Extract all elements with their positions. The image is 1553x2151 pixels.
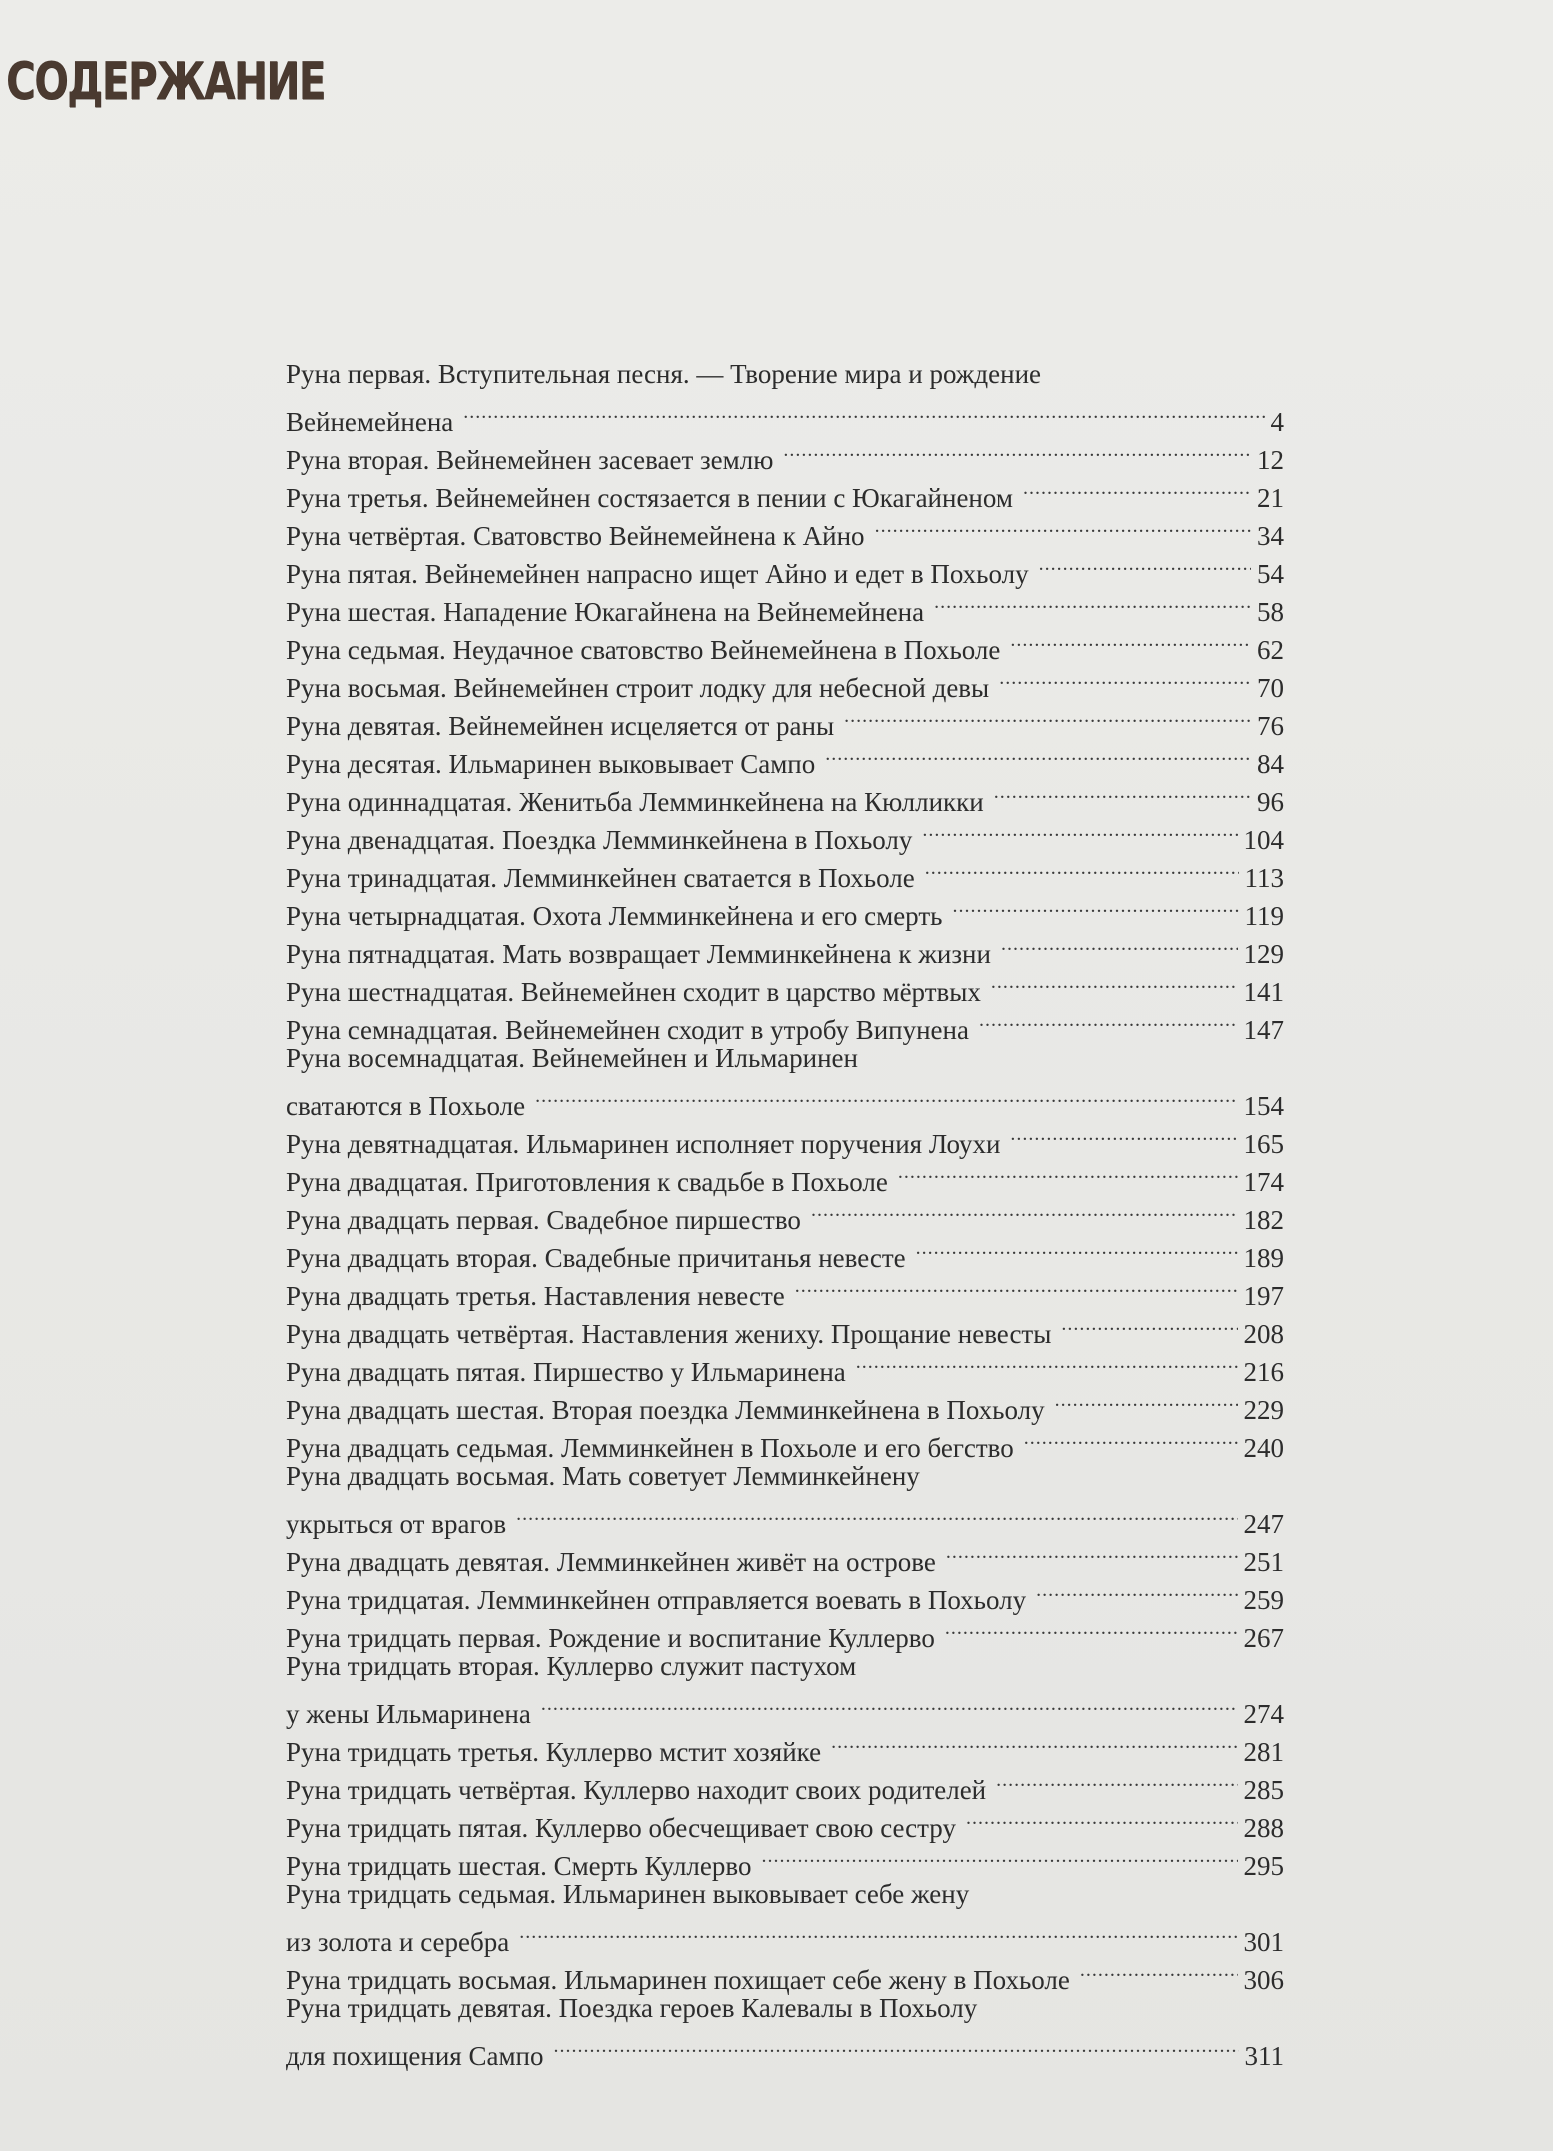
toc-entry xyxy=(286,925,1286,969)
toc-entry-page-number: 119 xyxy=(1244,901,1284,931)
toc-entry-title: Руна двадцать третья. Наставления невесте xyxy=(286,1281,785,1311)
toc-entry-page-number: 295 xyxy=(1243,1851,1284,1881)
toc-entry-line xyxy=(286,1381,1284,1425)
dot-leader xyxy=(519,1913,1237,1951)
toc-entry-title: Руна тридцать шестая. Смерть Куллерво xyxy=(286,1851,752,1881)
toc-entry-page-number: 34 xyxy=(1257,521,1284,551)
toc-entry xyxy=(286,659,1286,703)
toc-entry-line xyxy=(286,469,1284,513)
toc-entry xyxy=(286,1419,1286,1463)
toc-entry-title: Руна двенадцатая. Поездка Лемминкейнена в Похьолу xyxy=(286,825,913,855)
toc-entry-page-number: 216 xyxy=(1243,1357,1284,1387)
dot-leader xyxy=(945,1609,1238,1647)
dot-leader xyxy=(979,1001,1238,1039)
dot-leader xyxy=(1039,545,1251,583)
toc-entry-line xyxy=(286,1077,1284,1121)
dot-leader xyxy=(1023,469,1251,507)
page-title: СОДЕРЖАНИЕ xyxy=(6,52,325,112)
dot-leader xyxy=(1061,1305,1237,1343)
toc-entry-page-number: 274 xyxy=(1243,1699,1284,1729)
toc-entry-line xyxy=(286,773,1284,817)
toc-entry-line xyxy=(286,1951,1284,1995)
dot-leader xyxy=(966,1799,1238,1837)
toc-entry-title: Руна десятая. Ильмаринен выковывает Сампо xyxy=(286,749,816,779)
toc-entry-page-number: 4 xyxy=(1270,407,1284,437)
toc-entry-line xyxy=(286,1837,1284,1881)
toc-entry-title: Руна двадцать шестая. Вторая поездка Лемминкейнена в Похьолу xyxy=(286,1395,1045,1425)
toc-entry-line xyxy=(286,1571,1284,1615)
dot-leader xyxy=(996,1761,1237,1799)
toc-entry-title: Руна третья. Вейнемейнен состязается в пении с Юкагайненом xyxy=(286,483,1013,513)
toc-entry-line xyxy=(286,1229,1284,1273)
toc-entry-line xyxy=(286,697,1284,741)
toc-entry-page-number: 62 xyxy=(1257,635,1284,665)
toc-entry-title: Руна двадцатая. Приготовления к свадьбе в Похьоле xyxy=(286,1167,888,1197)
toc-entry xyxy=(286,1951,1286,1995)
toc-entry-line xyxy=(286,1723,1284,1767)
toc-entry xyxy=(286,1799,1286,1843)
toc-entry-page-number: 141 xyxy=(1243,977,1284,1007)
dot-leader xyxy=(1010,1115,1237,1153)
toc-entry-page-number: 259 xyxy=(1243,1585,1284,1615)
dot-leader xyxy=(994,773,1251,811)
toc-entry-title: Руна пятая. Вейнемейнен напрасно ищет Айно и едет в Похьолу xyxy=(286,559,1029,589)
toc-entry-page-number: 129 xyxy=(1243,939,1284,969)
dot-leader xyxy=(463,393,1264,431)
toc-entry-line xyxy=(286,621,1284,665)
toc-entry-title-line: Руна двадцать восьмая. Мать советует Лемминкейнену xyxy=(286,1461,920,1491)
toc-entry-page-number: 165 xyxy=(1243,1129,1284,1159)
toc-entry xyxy=(286,1381,1286,1425)
toc-entry-line xyxy=(286,735,1284,779)
dot-leader xyxy=(898,1153,1238,1191)
toc-entry-line xyxy=(286,1115,1284,1159)
toc-entry-page-number: 76 xyxy=(1257,711,1284,741)
toc-entry-line xyxy=(286,1609,1284,1653)
toc-entry-page-number: 288 xyxy=(1243,1813,1284,1843)
toc-entry-title: Руна шестая. Нападение Юкагайнена на Вейнемейнена xyxy=(286,597,925,627)
toc-entry xyxy=(286,811,1286,855)
toc-entry xyxy=(286,469,1286,513)
toc-entry-title: сватаются в Похьоле xyxy=(286,1091,526,1121)
table-of-contents xyxy=(286,355,1286,2071)
toc-entry-title: Руна двадцать вторая. Свадебные причитанья невесте xyxy=(286,1243,906,1273)
toc-entry-page-number: 21 xyxy=(1257,483,1284,513)
toc-entry-line xyxy=(286,1191,1284,1235)
toc-entry-page-number: 154 xyxy=(1243,1091,1284,1121)
toc-entry xyxy=(286,773,1286,817)
toc-entry-line xyxy=(286,1761,1284,1805)
dot-leader xyxy=(1036,1571,1237,1609)
dot-leader xyxy=(952,887,1238,925)
toc-entry-title-line: Руна первая. Вступительная песня. — Творение мира и рождение xyxy=(286,359,1042,389)
toc-entry-line xyxy=(286,1495,1284,1539)
toc-entry xyxy=(286,545,1286,589)
toc-entry-line xyxy=(286,659,1284,703)
toc-entry-line xyxy=(286,1685,1284,1729)
toc-entry xyxy=(286,621,1286,665)
toc-entry-title: Руна двадцать четвёртая. Наставления жениху. Прощание невесты xyxy=(286,1319,1052,1349)
toc-entry-title: Руна двадцать пятая. Пиршество у Ильмаринена xyxy=(286,1357,846,1387)
toc-entry-line xyxy=(286,887,1284,931)
toc-entry-title-line: Руна тридцать девятая. Поездка героев Калевалы в Похьолу xyxy=(286,1993,978,2023)
toc-entry xyxy=(286,735,1286,779)
toc-entry xyxy=(286,1761,1286,1805)
toc-entry-title: Руна тридцать третья. Куллерво мстит хозяйке xyxy=(286,1737,822,1767)
toc-entry-title: Руна тридцать четвёртая. Куллерво находит своих родителей xyxy=(286,1775,987,1805)
toc-entry-line xyxy=(286,1267,1284,1311)
toc-entry-line xyxy=(286,431,1284,475)
toc-entry-page-number: 251 xyxy=(1243,1547,1284,1577)
dot-leader xyxy=(825,735,1251,773)
dot-leader xyxy=(783,431,1251,469)
dot-leader xyxy=(811,1191,1238,1229)
toc-entry-title: Руна одиннадцатая. Женитьба Лемминкейнена на Кюлликки xyxy=(286,787,984,817)
toc-entry-title: Руна четырнадцатая. Охота Лемминкейнена и его смерть xyxy=(286,901,943,931)
toc-entry-line xyxy=(286,393,1284,437)
toc-entry-title: для похищения Сампо xyxy=(286,2041,544,2071)
toc-entry-title: Руна тринадцатая. Лемминкейнен сватается в Похьоле xyxy=(286,863,915,893)
toc-entry-page-number: 311 xyxy=(1244,2041,1284,2071)
toc-entry-page-number: 113 xyxy=(1244,863,1284,893)
toc-entry-title: Руна седьмая. Неудачное сватовство Вейнемейнена в Похьоле xyxy=(286,635,1001,665)
toc-entry-page-number: 301 xyxy=(1243,1927,1284,1957)
toc-entry-title: Руна восьмая. Вейнемейнен строит лодку для небесной девы xyxy=(286,673,990,703)
toc-entry xyxy=(286,1647,1286,1729)
toc-entry-line xyxy=(286,1533,1284,1577)
toc-entry-page-number: 58 xyxy=(1257,597,1284,627)
toc-entry-title: Руна двадцать седьмая. Лемминкейнен в Похьоле и его бегство xyxy=(286,1433,1014,1463)
toc-entry-title: укрыться от врагов xyxy=(286,1509,507,1539)
toc-entry xyxy=(286,583,1286,627)
toc-entry-title: у жены Ильмаринена xyxy=(286,1699,531,1729)
toc-entry-title-line: Руна тридцать седьмая. Ильмаринен выковывает себе жену xyxy=(286,1879,970,1909)
dot-leader xyxy=(916,1229,1238,1267)
dot-leader xyxy=(991,963,1238,1001)
toc-entry-title: Руна семнадцатая. Вейнемейнен сходит в утробу Випунена xyxy=(286,1015,969,1045)
toc-entry-page-number: 267 xyxy=(1243,1623,1284,1653)
dot-leader xyxy=(535,1077,1237,1115)
toc-entry-title: Руна вторая. Вейнемейнен засевает землю xyxy=(286,445,774,475)
toc-entry xyxy=(286,1571,1286,1615)
toc-entry-page-number: 174 xyxy=(1243,1167,1284,1197)
toc-entry-line xyxy=(286,925,1284,969)
dot-leader xyxy=(875,507,1251,545)
toc-entry-title: Руна девятая. Вейнемейнен исцеляется от раны xyxy=(286,711,835,741)
dot-leader xyxy=(1055,1381,1238,1419)
toc-entry-page-number: 285 xyxy=(1243,1775,1284,1805)
toc-entry xyxy=(286,963,1286,1007)
toc-entry-page-number: 281 xyxy=(1243,1737,1284,1767)
toc-entry-title-line: Руна тридцать вторая. Куллерво служит пастухом xyxy=(286,1651,857,1681)
toc-entry-title-line: Руна восемнадцатая. Вейнемейнен и Ильмаринен xyxy=(286,1043,858,1073)
toc-entry-title: Руна тридцать восьмая. Ильмаринен похищает себе жену в Похьоле xyxy=(286,1965,1070,1995)
toc-entry-title: Руна четвёртая. Сватовство Вейнемейнена к Айно xyxy=(286,521,865,551)
toc-entry xyxy=(286,1001,1286,1045)
dot-leader xyxy=(831,1723,1237,1761)
toc-entry-page-number: 70 xyxy=(1257,673,1284,703)
toc-entry-title: Руна двадцать девятая. Лемминкейнен живёт на острове xyxy=(286,1547,936,1577)
toc-entry-title: Руна девятнадцатая. Ильмаринен исполняет поручения Лоухи xyxy=(286,1129,1001,1159)
toc-entry xyxy=(286,697,1286,741)
toc-entry-line xyxy=(286,1799,1284,1843)
toc-entry xyxy=(286,1343,1286,1387)
toc-entry xyxy=(286,1229,1286,1273)
toc-entry xyxy=(286,1837,1286,1881)
toc-entry-line xyxy=(286,507,1284,551)
toc-entry-page-number: 247 xyxy=(1243,1509,1284,1539)
toc-entry xyxy=(286,507,1286,551)
toc-entry-line xyxy=(286,1343,1284,1387)
toc-entry xyxy=(286,1875,1286,1957)
toc-entry-line xyxy=(286,963,1284,1007)
toc-entry xyxy=(286,355,1286,437)
dot-leader xyxy=(934,583,1251,621)
dot-leader xyxy=(1080,1951,1238,1989)
toc-entry-title: Руна двадцать первая. Свадебное пиршество xyxy=(286,1205,801,1235)
toc-entry-title: Руна тридцатая. Лемминкейнен отправляется воевать в Похьолу xyxy=(286,1585,1027,1615)
toc-entry-title: Руна тридцать пятая. Куллерво обесчещивает свою сестру xyxy=(286,1813,956,1843)
toc-entry-title: из золота и серебра xyxy=(286,1927,510,1957)
dot-leader xyxy=(922,811,1237,849)
toc-entry-line xyxy=(286,545,1284,589)
toc-entry-line xyxy=(286,1913,1284,1957)
toc-entry xyxy=(286,1533,1286,1577)
toc-entry-page-number: 240 xyxy=(1243,1433,1284,1463)
dot-leader xyxy=(795,1267,1238,1305)
dot-leader xyxy=(946,1533,1238,1571)
toc-entry-page-number: 182 xyxy=(1243,1205,1284,1235)
toc-entry xyxy=(286,1191,1286,1235)
dot-leader xyxy=(844,697,1251,735)
toc-entry xyxy=(286,1989,1286,2071)
toc-entry-page-number: 12 xyxy=(1257,445,1284,475)
dot-leader xyxy=(1001,925,1238,963)
dot-leader xyxy=(999,659,1251,697)
toc-entry xyxy=(286,887,1286,931)
toc-entry xyxy=(286,1609,1286,1653)
toc-entry-line xyxy=(286,583,1284,627)
toc-entry xyxy=(286,849,1286,893)
toc-entry xyxy=(286,1305,1286,1349)
toc-entry-page-number: 96 xyxy=(1257,787,1284,817)
dot-leader xyxy=(516,1495,1237,1533)
dot-leader xyxy=(541,1685,1238,1723)
toc-entry-line xyxy=(286,1001,1284,1045)
toc-entry xyxy=(286,1115,1286,1159)
dot-leader xyxy=(925,849,1239,887)
dot-leader xyxy=(1024,1419,1238,1457)
toc-entry-page-number: 229 xyxy=(1243,1395,1284,1425)
toc-entry-line xyxy=(286,2027,1284,2071)
toc-entry-title: Руна тридцать первая. Рождение и воспитание Куллерво xyxy=(286,1623,935,1653)
toc-entry-title: Руна шестнадцатая. Вейнемейнен сходит в царство мёртвых xyxy=(286,977,981,1007)
dot-leader xyxy=(856,1343,1238,1381)
toc-entry-page-number: 208 xyxy=(1243,1319,1284,1349)
dot-leader xyxy=(761,1837,1237,1875)
toc-entry-title: Вейнемейнена xyxy=(286,407,454,437)
toc-entry-line xyxy=(286,1305,1284,1349)
toc-entry-line xyxy=(286,811,1284,855)
toc-entry-page-number: 189 xyxy=(1243,1243,1284,1273)
toc-entry xyxy=(286,1039,1286,1121)
toc-entry-page-number: 197 xyxy=(1243,1281,1284,1311)
toc-entry-title: Руна пятнадцатая. Мать возвращает Лемминкейнена к жизни xyxy=(286,939,991,969)
toc-entry-page-number: 147 xyxy=(1243,1015,1284,1045)
toc-entry xyxy=(286,431,1286,475)
toc-entry xyxy=(286,1457,1286,1539)
toc-entry-line xyxy=(286,1153,1284,1197)
toc-entry xyxy=(286,1267,1286,1311)
toc-entry-line xyxy=(286,1419,1284,1463)
toc-entry xyxy=(286,1723,1286,1767)
dot-leader xyxy=(553,2027,1238,2065)
toc-entry xyxy=(286,1153,1286,1197)
toc-entry-page-number: 104 xyxy=(1243,825,1284,855)
toc-entry-page-number: 84 xyxy=(1257,749,1284,779)
toc-entry-page-number: 54 xyxy=(1257,559,1284,589)
toc-entry-line xyxy=(286,849,1284,893)
dot-leader xyxy=(1010,621,1251,659)
toc-entry-page-number: 306 xyxy=(1243,1965,1284,1995)
